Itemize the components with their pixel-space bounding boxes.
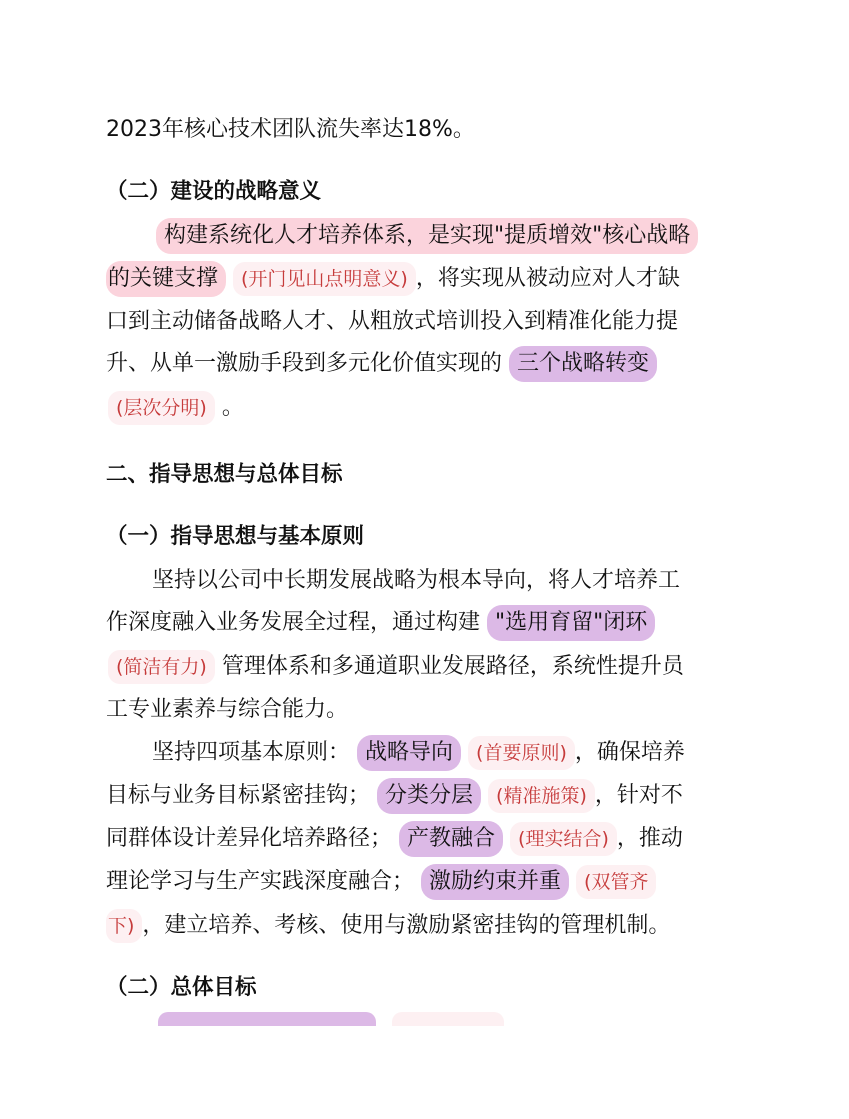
heading-text: （二）建设的战略意义	[106, 179, 322, 204]
partial-highlight-purple	[158, 1012, 376, 1026]
annotation-note: (理实结合)	[510, 822, 617, 856]
paragraph-line	[106, 257, 680, 301]
highlight-purple: 分类分层	[377, 778, 481, 814]
paragraph-line	[106, 817, 683, 861]
section-heading	[106, 515, 364, 559]
paragraph-line	[152, 559, 680, 603]
paragraph-line	[108, 645, 684, 689]
body-text: 同群体设计差异化培养路径；	[106, 826, 393, 851]
heading-text: （一）指导思想与基本原则	[106, 524, 365, 549]
highlight-purple: 战略导向	[357, 735, 461, 771]
paragraph-line	[108, 386, 244, 430]
body-text: 升、从单一激励手段到多元化价值实现的	[106, 351, 503, 376]
body-text: 。	[221, 395, 244, 420]
body-text: ，建立培养、考核、使用与激励紧密挂钩的管理机制。	[142, 913, 671, 938]
annotation-note: (开门见山点明意义)	[233, 262, 416, 296]
body-text: 坚持以公司中长期发展战略为根本导向，将人才培养工	[152, 568, 681, 593]
annotation-note: (精准施策)	[488, 779, 595, 813]
body-text: 工专业素养与综合能力。	[106, 697, 349, 722]
body-text: 管理体系和多通道职业发展路径，系统性提升员	[221, 654, 684, 679]
highlight-pink: 的关键支撑	[106, 261, 226, 297]
body-text: ，针对不	[594, 783, 683, 808]
paragraph-line	[106, 688, 348, 732]
highlight-purple: 三个战略转变	[509, 346, 657, 382]
annotation-note: 下)	[106, 909, 142, 943]
body-text: ，推动	[616, 826, 683, 851]
chapter-heading	[106, 453, 343, 497]
section-heading	[106, 170, 321, 214]
body-text: 作深度融入业务发展全过程，通过构建	[106, 610, 481, 635]
paragraph-line	[106, 774, 683, 818]
annotation-note: (层次分明)	[108, 391, 215, 425]
partial-annotation-note	[392, 1012, 504, 1026]
paragraph-line	[106, 601, 655, 645]
paragraph-line	[106, 860, 656, 904]
paragraph-line	[156, 214, 698, 258]
body-text: ，将实现从被动应对人才缺	[415, 266, 680, 291]
body-text: 口到主动储备战略人才、从粗放式培训投入到精准化能力提	[106, 309, 679, 334]
paragraph-line	[106, 904, 670, 948]
paragraph-line	[106, 342, 657, 386]
body-text: ，确保培养	[574, 740, 685, 765]
heading-text: 二、指导思想与总体目标	[106, 462, 343, 487]
body-text: 坚持四项基本原则：	[152, 740, 351, 765]
paragraph-line	[106, 108, 475, 152]
highlight-pink: 构建系统化人才培养体系，是实现"提质增效"核心战略	[156, 218, 698, 254]
annotation-note: (首要原则)	[468, 736, 575, 770]
body-text: 2023年核心技术团队流失率达18%。	[106, 117, 475, 142]
body-text: 理论学习与生产实践深度融合；	[106, 869, 415, 894]
annotation-note: (双管齐	[576, 865, 656, 899]
highlight-purple: 产教融合	[399, 821, 503, 857]
body-text: 目标与业务目标紧密挂钩；	[106, 783, 371, 808]
heading-text: （二）总体目标	[106, 975, 257, 1000]
highlight-purple: 激励约束并重	[421, 864, 569, 900]
paragraph-line	[152, 731, 685, 775]
paragraph-line	[106, 300, 678, 344]
section-heading	[106, 966, 257, 1010]
annotation-note: (简洁有力)	[108, 650, 215, 684]
highlight-purple: "选用育留"闭环	[487, 605, 655, 641]
